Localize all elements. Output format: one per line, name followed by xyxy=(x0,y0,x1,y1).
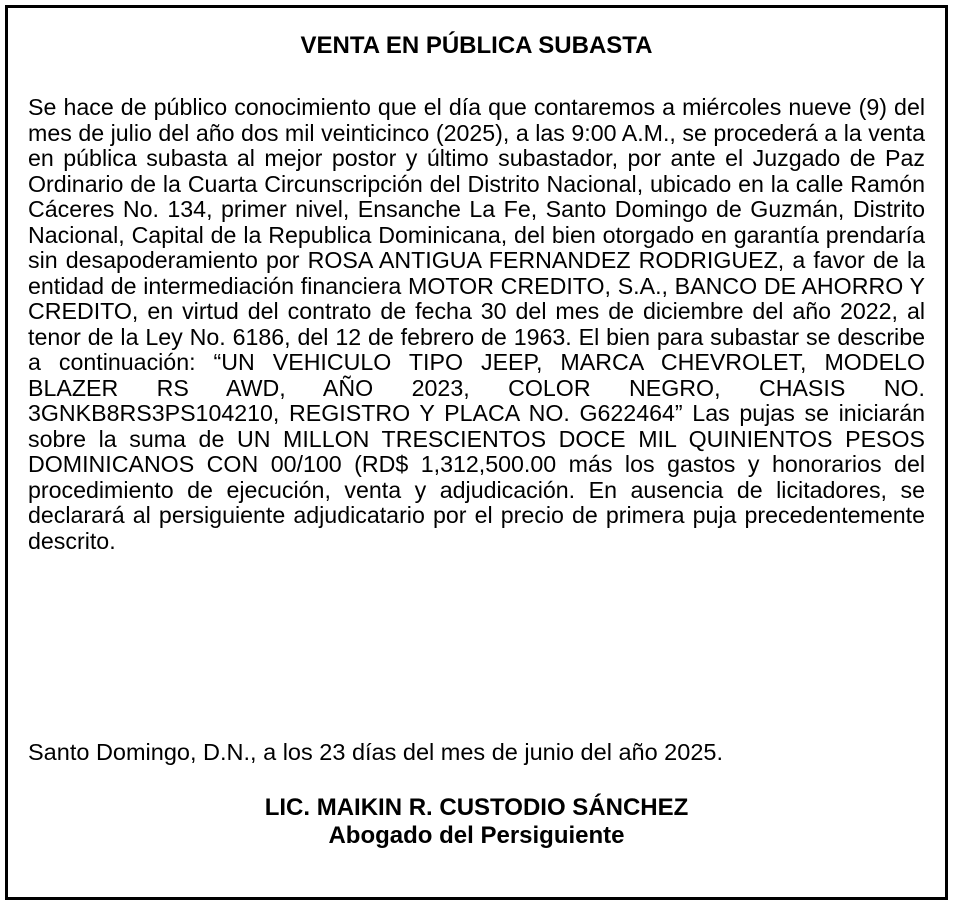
signature-name: LIC. MAIKIN R. CUSTODIO SÁNCHEZ xyxy=(264,794,689,821)
auction-notice xyxy=(5,5,948,900)
signature-role: Abogado del Persiguiente xyxy=(328,822,625,849)
notice-closing-date: Santo Domingo, D.N., a los 23 días del mes de junio del año 2025. xyxy=(28,739,723,765)
notice-body: Se hace de público conocimiento que el día que contaremos a miércoles nueve (9) del mes de julio del año dos mil veinticinco (2025), a las 9:00 A.M., se procederá a la venta en pública subasta al mejor postor y último subastador, por ante el Juzgado de Paz Ordinario de la Cuarta Circunscripción del Distrito Nacional, ubicado en la calle Ramón Cáceres No. 134, primer nivel, Ensanche La Fe, Santo Domingo de Guzmán, Distrito Nacional, Capital de la Republica Dominicana, del bien otorgado en garantía prendaría sin desapoderamiento por ROSA ANTIGUA FERNANDEZ RODRIGUEZ, a favor de la entidad de intermediación financiera MOTOR CREDITO, S.A., BANCO DE AHORRO Y CREDITO, en virtud del contrato de fecha 30 del mes de diciembre del año 2022, al tenor de la Ley No. 6186, del 12 de febrero de 1963. El bien para subastar se describe a continuación: “UN VEHICULO TIPO JEEP, MARCA CHEVROLET, MODELO BLAZER RS AWD, AÑO 2023, COLOR NEGRO, CHASIS NO. 3GNKB8RS3PS104210, REGISTRO Y PLACA NO. G622464” Las pujas se iniciarán sobre la suma de UN MILLON TRESCIENTOS DOCE MIL QUINIENTOS PESOS DOMINICANOS CON 00/100 (RD$ 1,312,500.00 más los gastos y honorarios del procedimiento de ejecución, venta y adjudicación. En ausencia de licitadores, se declarará al persiguiente adjudicatario por el precio de primera puja precedentemente descrito. xyxy=(28,94,925,554)
signature-block xyxy=(8,794,945,850)
notice-title: VENTA EN PÚBLICA SUBASTA xyxy=(300,32,653,59)
